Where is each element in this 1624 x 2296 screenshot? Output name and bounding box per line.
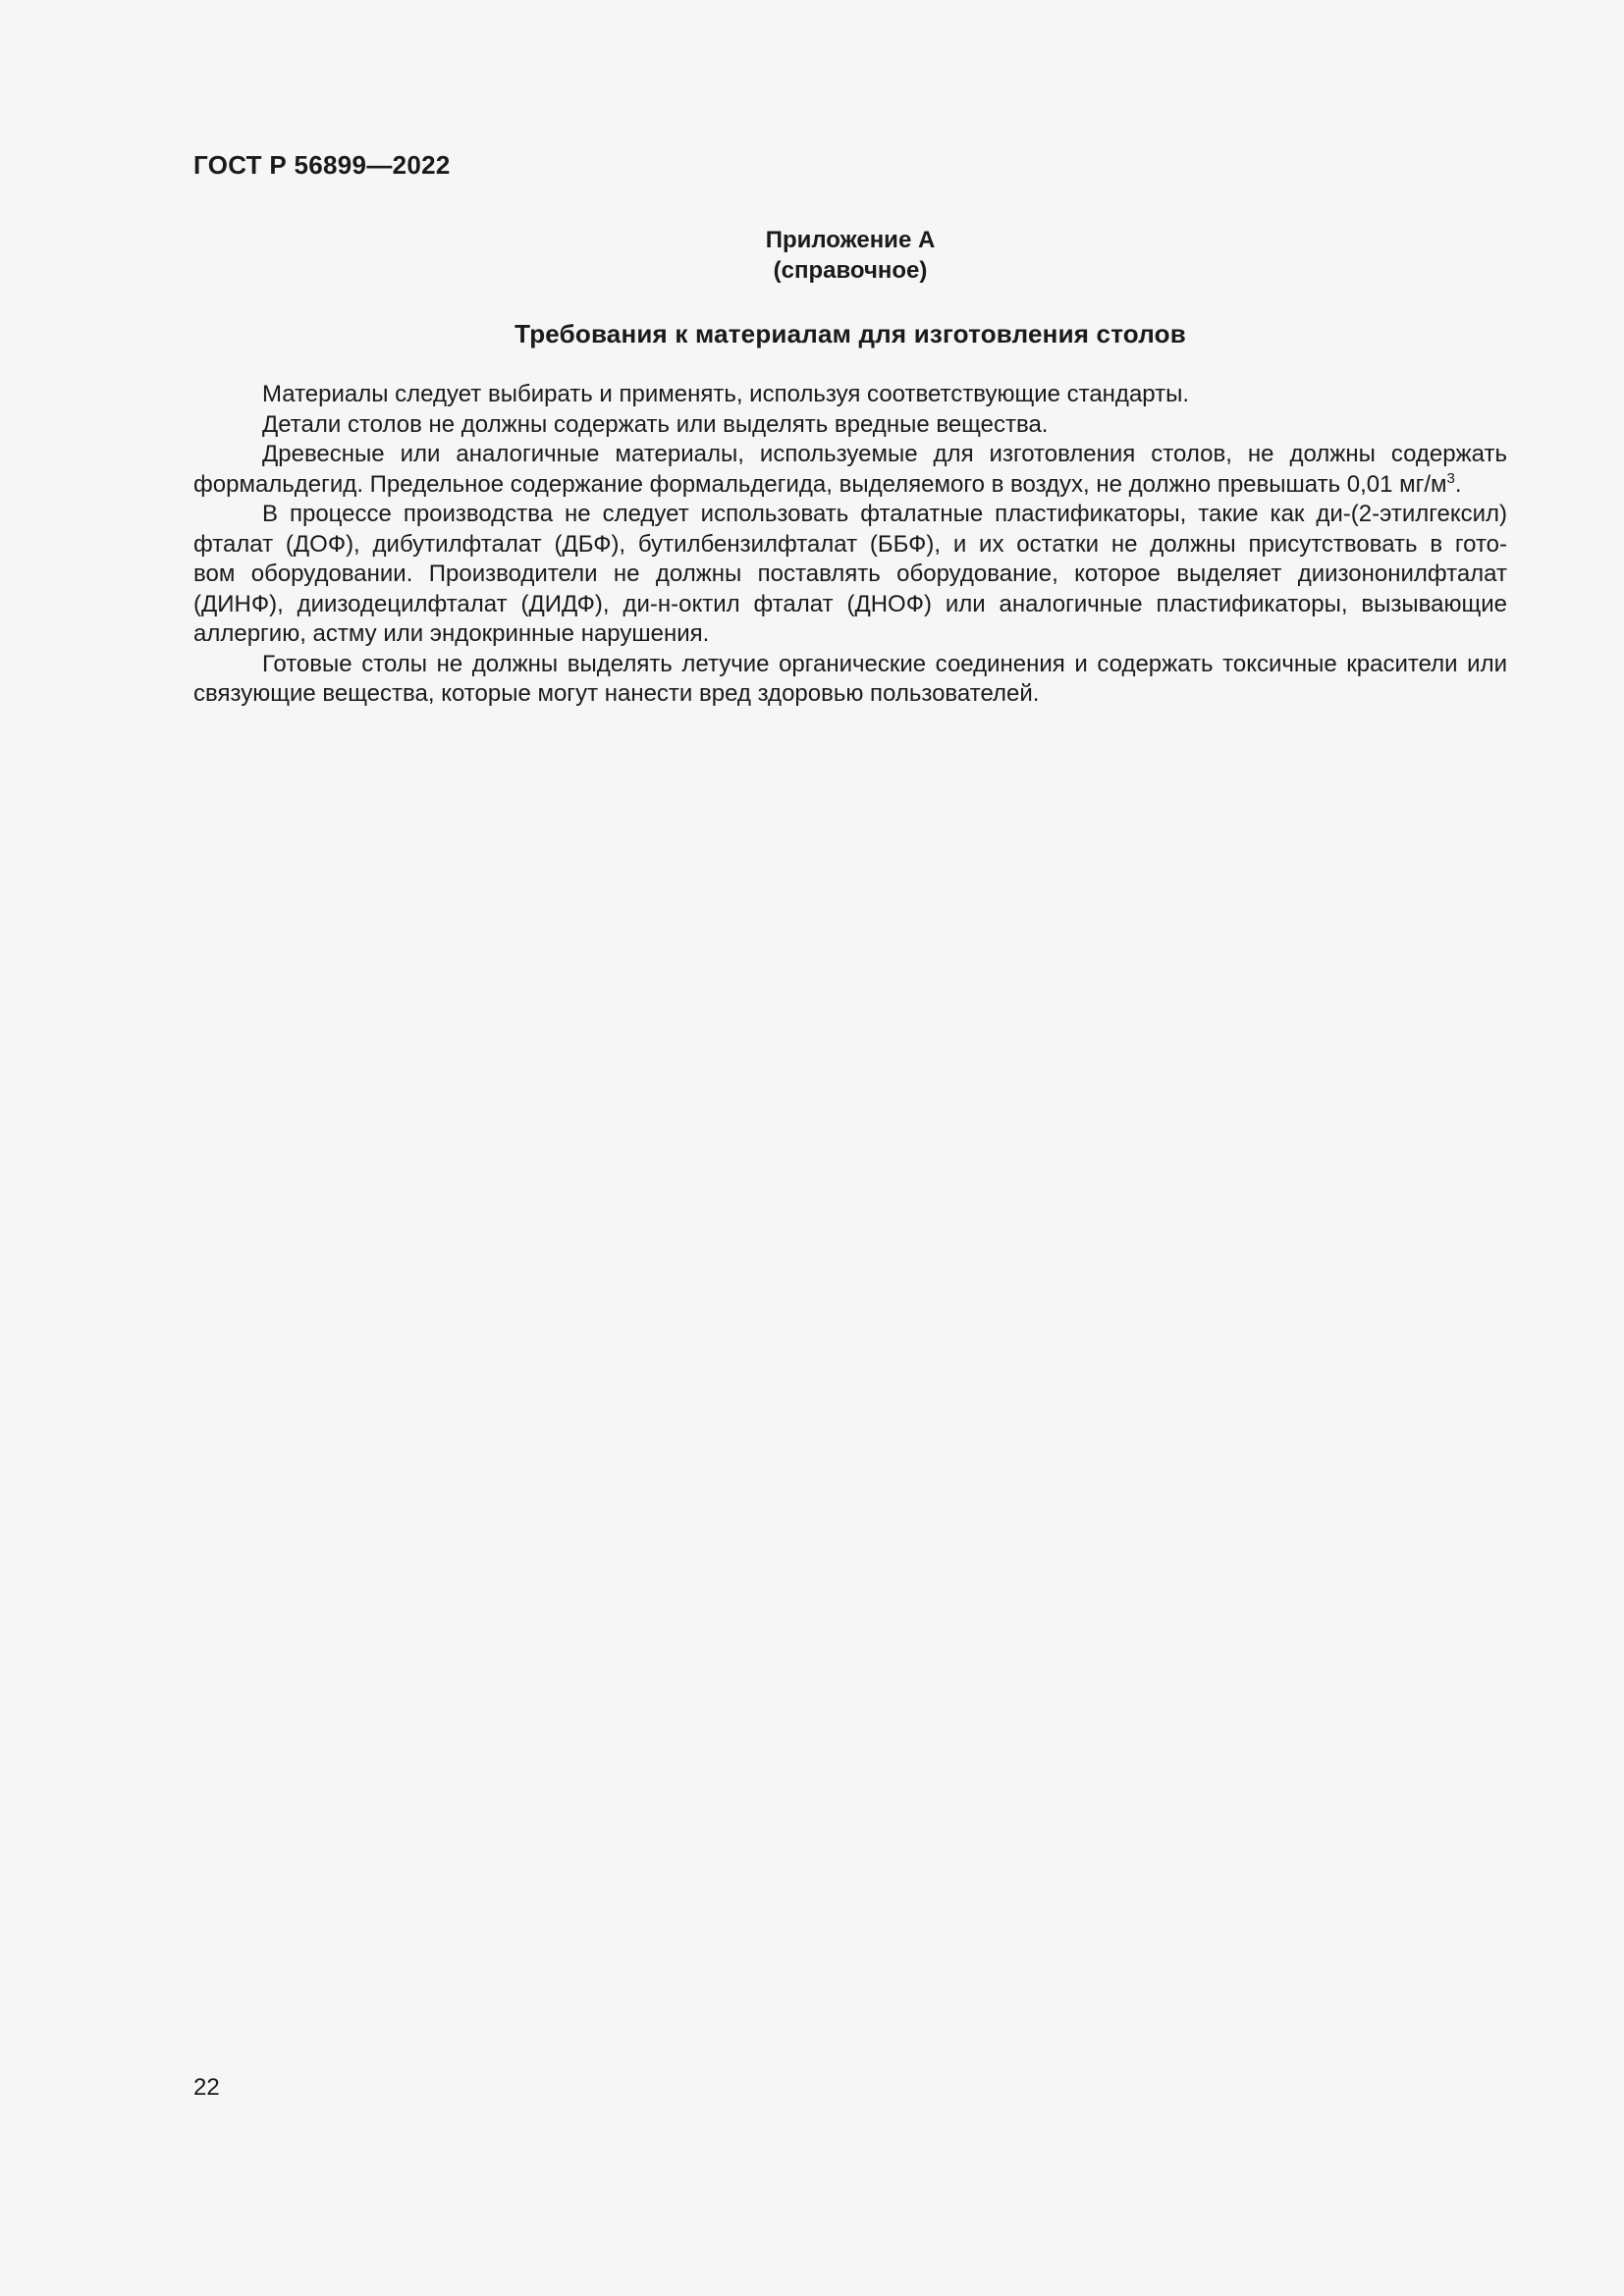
paragraph-line: вом оборудовании. Производители не должны поставлять оборудование, которое выделяет диизононилфталат — [193, 561, 1507, 587]
paragraph-line: В процессе производства не следует использовать фталатные пластификаторы, такие как ди-(2-этилгексил) — [262, 501, 1507, 527]
appendix-heading — [193, 225, 1507, 286]
paragraph-line: Материалы следует выбирать и применять, используя соответствующие стандарты. — [262, 381, 1190, 407]
paragraph — [193, 650, 1507, 710]
page-number: 22 — [193, 2074, 220, 2101]
paragraph-line: Готовые столы не должны выделять летучие органические соединения и содержать токсичные красители или — [262, 650, 1507, 677]
appendix-label: Приложение А — [765, 227, 936, 253]
paragraph-line: Древесные или аналогичные материалы, используемые для изготовления столов, не должны содержать — [262, 441, 1507, 467]
unit-superscript: 3 — [1446, 469, 1455, 487]
paragraph-line: (ДИНФ), диизодецилфталат (ДИДФ), ди-н-октил фталат (ДНОФ) или аналогичные пластификаторы, вызывающие — [193, 590, 1507, 617]
paragraph-end-punctuation: . — [1454, 470, 1462, 498]
paragraph-line: связующие вещества, которые могут нанести вред здоровью пользователей. — [193, 680, 1040, 707]
paragraph-line-text: формальдегид. Предельное содержание формальдегида, выделяемого в воздух, не должно превышать 0,01 мг/м — [193, 470, 1447, 498]
paragraph — [193, 500, 1507, 650]
paragraph-line: Детали столов не должны содержать или выделять вредные вещества. — [262, 410, 1049, 438]
section-title: Требования к материалам для изготовления столов — [514, 319, 1186, 348]
appendix-type: (справочное) — [773, 257, 928, 284]
paragraph — [193, 410, 1507, 441]
paragraph — [193, 440, 1507, 500]
body-text — [193, 380, 1507, 710]
paragraph-line-with-unit — [193, 470, 1507, 501]
paragraph — [193, 380, 1507, 410]
paragraph-line: аллергию, астму или эндокринные нарушения. — [193, 620, 710, 647]
paragraph-line: фталат (ДОФ), дибутилфталат (ДБФ), бутилбензилфталат (ББФ), и их остатки не должны присутствовать в гото- — [193, 530, 1507, 558]
standard-id-header: ГОСТ Р 56899—2022 — [193, 150, 451, 180]
